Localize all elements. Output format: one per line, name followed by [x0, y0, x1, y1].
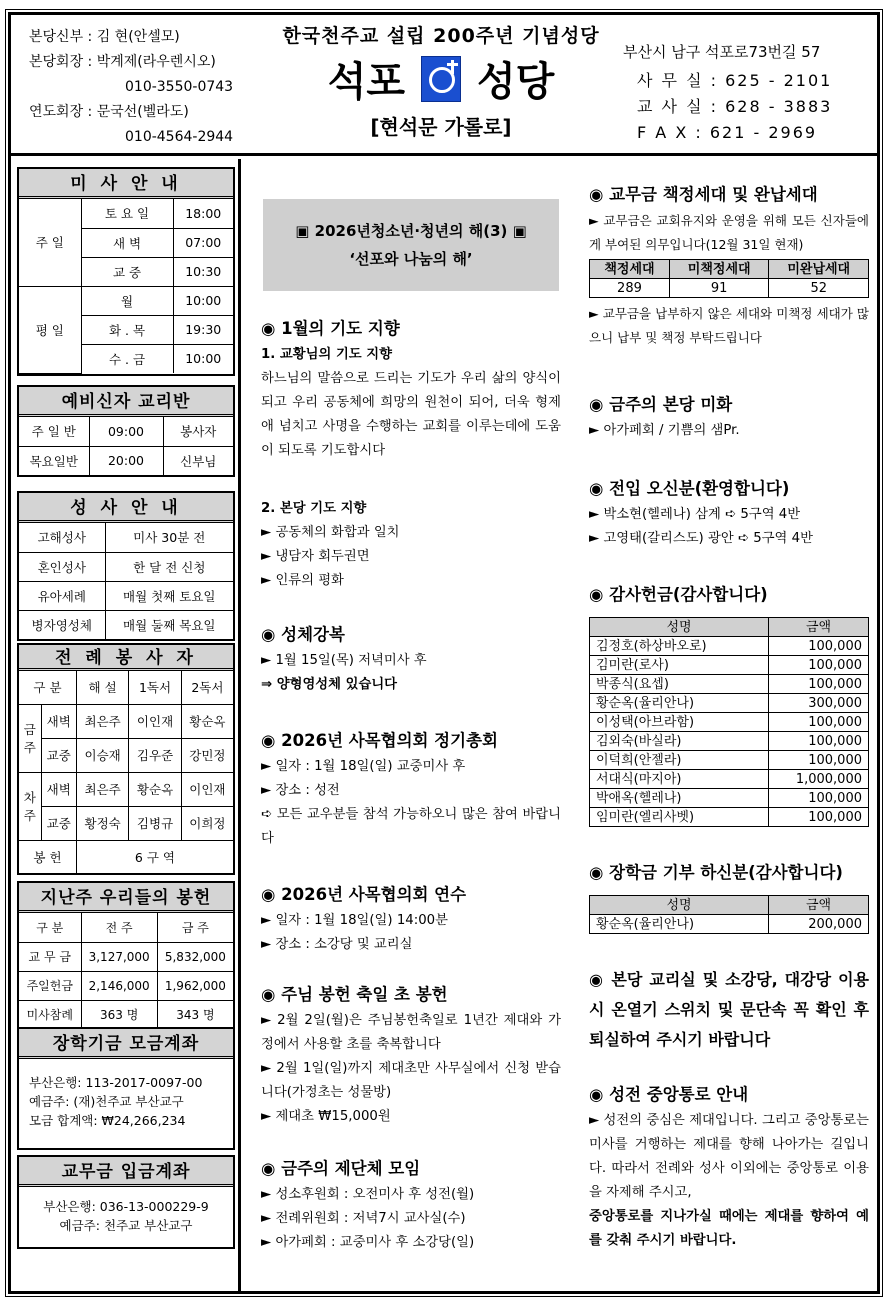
catechumen-box	[17, 385, 235, 477]
flower-decoration-section: ◉ 금주의 본당 미화 ► 아가페회 / 기쁨의 샘Pr.	[589, 395, 740, 438]
contact-info	[623, 41, 832, 146]
offerings-title: 지난주 우리들의 봉헌	[19, 883, 233, 913]
sacraments-table: 고해성사 미사 30분 전 혼인성사 한 달 전 신청 유아세례 매월 첫째 토요일 병자영성체 매월 둘째 목요일	[19, 523, 233, 639]
tithe-account-title: 교무금 입금계좌	[19, 1157, 233, 1187]
church-name-left: 석포	[327, 59, 405, 105]
tithe-status-section: ◉ 교무금 책정세대 및 완납세대 ► 교무금은 교회유지와 운영을 위해 모든 신자들에게 부여된 의무입니다(12월 31일 현재) 책정세대 미책정세대 미완납세대 289 91 52 ► 교무금을 납부하지 않은 세대와 미책정 세대가 많으니 납부 및 책정 부탁드립니다	[589, 185, 869, 345]
mass-schedule-box	[17, 167, 235, 376]
address: 부산시 남구 석포로73번길 57	[623, 43, 821, 61]
sacraments-title: 성 사 안 내	[19, 493, 233, 523]
council-training-section: ◉ 2026년 사목협의회 연수 ► 일자 : 1월 18일(일) 14:00분 ► 장소 : 소강당 및 교리실	[261, 885, 467, 952]
catechist-phone: 교 사 실 : 628 - 3883	[637, 97, 833, 116]
group-meetings-section: ◉ 금주의 제단체 모임 ► 성소후원회 : 오전미사 후 성전(월) ► 전례위원회 : 저녁7시 교사실(수) ► 아가페회 : 교중미사 후 소강당(일)	[261, 1159, 475, 1250]
fax-number: F A X : 621 - 2969	[637, 123, 818, 142]
bulletin-header	[11, 15, 877, 156]
office-phone: 사 무 실 : 625 - 2101	[637, 71, 833, 90]
sacraments-box	[17, 491, 235, 641]
tithe-account-details: 부산은행: 036-13-000229-9 예금주: 천주교 부산교구	[43, 1199, 209, 1233]
anniversary-subtitle: 한국천주교 설립 200주년 기념성당	[282, 25, 600, 47]
scholarship-account-box	[17, 1027, 235, 1150]
facility-notice-section: ◉ 본당 교리실 및 소강당, 대강당 이용시 온열기 스위치 및 문단속 꼭 확인 후 퇴실하여 주시기 바랍니다	[589, 970, 869, 1049]
church-logo-icon	[421, 56, 461, 102]
adoration-section: ◉ 성체강복 ► 1월 15일(목) 저녁미사 후 ⇒ 양형영성체 있습니다	[261, 625, 427, 692]
thanks-offering-section: ◉ 감사헌금(감사합니다) 성명 금액 김정호(하상바오로) 100,000 김미란(로사) 100,000 박종식(요셉) 100,000 황순옥(율리안나) 300,000 이성택(아브라함) 100,000 김외숙(바실라) 100,000 이덕희(안젤라) 100,000 서대식(마지아) 1,000,000 박애옥(헬레나) 100,000 임미란(엘리사벳) 100,000	[589, 581, 869, 827]
scholarship-donation-table: 성명 금액 황순옥(율리안나) 200,000	[589, 895, 869, 934]
prayer-intention-section: ◉ 1월의 기도 지향 1. 교황님의 기도 지향 하느님의 말씀으로 드리는 기도가 우리 삶의 양식이 되고 우리 공동체에 희망의 원천이 되어, 더욱 형제애 넘치고 사명을 수행하는 교회를 이루는데에 도움이 되도록 기도합시다 2. 본당 기도 지향 ► 공동체의 화합과 일치 ► 냉담자 회두권면 ► 인류의 평화	[261, 315, 561, 593]
scholarship-account-details: 부산은행: 113-2017-0097-00 예금주: (재)천주교 부산교구 모금 합계액: ₩24,266,234	[29, 1075, 203, 1128]
tithe-account-box	[17, 1155, 235, 1249]
church-name-right: 성당	[477, 59, 555, 105]
left-sidebar	[11, 159, 241, 1291]
catechumen-table: 주 일 반 09:00 봉사자 목요일반 20:00 신부님	[19, 417, 233, 475]
head-line: 연도회장 : 문국선(벨라도)	[29, 104, 189, 120]
catechumen-title: 예비신자 교리반	[19, 387, 233, 417]
president-phone: 010-3550-0743	[125, 79, 234, 95]
bulletin-frame	[8, 12, 880, 1294]
liturgy-table: 구 분 해 설 1독서 2독서 금주 새벽 최은주 이인재 황순옥 교중 이승재 김우준 강민정 차주 새벽 최은주 황순옥 이인재 교중 황정숙 김병규 이희정 봉 헌 6 구 역	[19, 671, 233, 873]
scholarship-donation-section: ◉ 장학금 기부 하신분(감사합니다) 성명 금액 황순옥(율리안나) 200,000	[589, 859, 869, 934]
theme-banner: ▣ 2026년청소년·청년의 해(3) ▣ ‘선포와 나눔의 해’	[263, 199, 559, 291]
offerings-box	[17, 881, 235, 1031]
tithe-status-table: 책정세대 미책정세대 미완납세대 289 91 52	[589, 259, 869, 298]
prayer-title: ◉ 1월의 기도 지향	[261, 319, 400, 338]
church-name	[271, 50, 611, 107]
patron-name: [현석문 가롤로]	[370, 115, 512, 139]
scholarship-account-title: 장학기금 모금계좌	[19, 1029, 233, 1059]
liturgy-servers-box	[17, 643, 235, 875]
thanks-offering-table: 성명 금액 김정호(하상바오로) 100,000 김미란(로사) 100,000 박종식(요셉) 100,000 황순옥(율리안나) 300,000 이성택(아브라함) 100,000 김외숙(바실라) 100,000 이덕희(안젤라) 100,000 서대식(마지아) 1,000,000 박애옥(헬레나) 100,000 임미란(엘리사벳) 100,000	[589, 617, 869, 827]
liturgy-title: 전 례 봉 사 자	[19, 645, 233, 671]
mass-schedule-table: 주 일 토 요 일 18:00 새 벽 07:00 교 중 10:30 평 일 월 10:00 화 . 목 19:30 수 . 금 10:00	[19, 199, 233, 374]
pastor-line: 본당신부 : 김 현(안셀모)	[29, 29, 180, 45]
offerings-table: 구 분 전 주 금 주 교 무 금 3,127,000 5,832,000 주일헌금 2,146,000 1,962,000 미사참례 363 명 343 명	[19, 913, 233, 1029]
candle-offering-section: ◉ 주님 봉헌 축일 초 봉헌 ► 2월 2일(월)은 주님봉헌축일로 1년간 제대와 가정에서 사용할 초를 축복합니다 ► 2월 1일(일)까지 제대초만 사무실에서 신청 받습니다(가정초는 성물방) ► 제대초 ₩15,000원	[261, 985, 561, 1124]
council-meeting-section: ◉ 2026년 사목협의회 정기총회 ► 일자 : 1월 18일(일) 교중미사 후 ► 장소 : 성전 ➪ 모든 교우분들 참석 가능하오니 많은 참여 바랍니다	[261, 731, 561, 846]
staff-info	[29, 25, 233, 150]
newcomers-section: ◉ 전입 오신분(환영합니다) ► 박소현(헬레나) 삼계 ➪ 5구역 4반 ► 고영태(갈리스도) 광안 ➪ 5구역 4반	[589, 479, 813, 546]
president-line: 본당회장 : 박계제(라우렌시오)	[29, 54, 216, 70]
head-phone: 010-4564-2944	[125, 129, 234, 145]
mass-schedule-title: 미 사 안 내	[19, 169, 233, 199]
church-title-block	[271, 21, 611, 140]
center-aisle-section: ◉ 성전 중앙통로 안내 ► 성전의 중심은 제대입니다. 그리고 중앙통로는 미사를 거행하는 제대를 향해 나아가는 길입니다. 따라서 전례와 성사 이외에는 중앙통로 이용을 자제해 주시고, 중앙통로를 지나가실 때에는 제대를 향하여 예를 갖춰 주시기 바랍니다.	[589, 1085, 869, 1248]
